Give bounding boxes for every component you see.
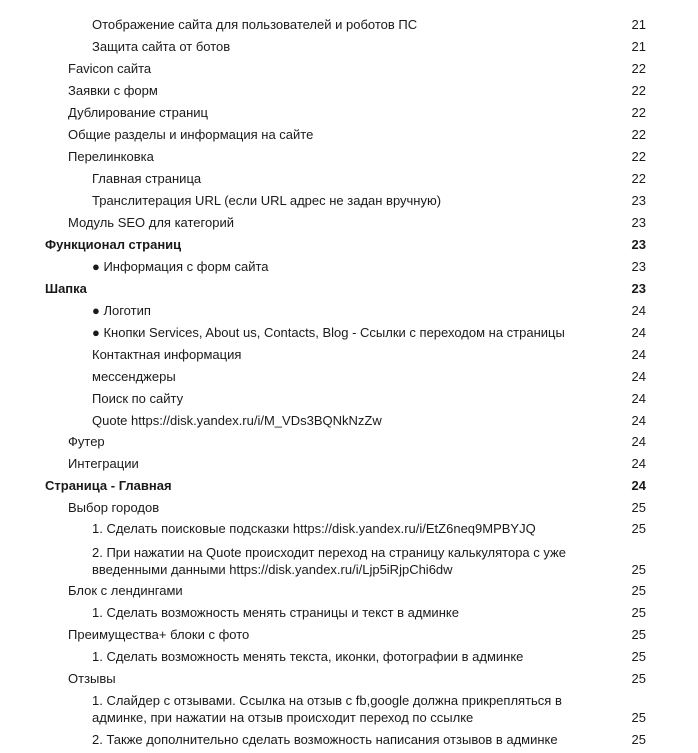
toc-entry-title: Дублирование страниц — [68, 105, 208, 120]
toc-entry-page: 22 — [631, 105, 646, 120]
toc-entry-title: Интеграции — [68, 456, 139, 471]
toc-entry-title: Шапка — [45, 281, 87, 296]
toc-entry[interactable] — [92, 368, 646, 385]
toc-entry-page: 24 — [631, 413, 646, 428]
toc-entry-title: Защита сайта от ботов — [92, 39, 231, 54]
toc-entry-page: 24 — [631, 369, 646, 384]
toc-entry[interactable] — [68, 582, 646, 599]
toc-entry-page: 25 — [631, 500, 646, 515]
toc-entry-title: Функционал страниц — [45, 237, 182, 252]
toc-entry[interactable] — [92, 170, 646, 187]
toc-entry-page: 25 — [631, 732, 646, 747]
toc-entry-page: 24 — [631, 391, 646, 406]
toc-entry-page: 23 — [631, 193, 646, 208]
toc-entry[interactable] — [68, 104, 646, 121]
toc-entry-title: мессенджеры — [92, 369, 176, 384]
toc-entry-page: 25 — [631, 649, 646, 664]
toc-entry[interactable] — [92, 692, 646, 726]
toc-entry-title: ● Информация с форм сайта — [92, 259, 269, 274]
toc-entry-title: Блок с лендингами — [68, 583, 183, 598]
toc-entry-page: 23 — [631, 259, 646, 274]
toc-entry[interactable] — [92, 412, 646, 429]
toc-entry-title: Quote https://disk.yandex.ru/i/M_VDs3BQNkNzZw — [92, 413, 382, 428]
toc-entry-title: Транслитерация URL (если URL адрес не задан вручную) — [92, 193, 442, 208]
toc-entry[interactable] — [68, 455, 646, 472]
toc-entry-page: 24 — [631, 478, 646, 493]
toc-entry-page: 22 — [631, 171, 646, 186]
toc-entry[interactable] — [68, 148, 646, 165]
toc-entry-title: Отзывы — [68, 671, 116, 686]
toc-entry[interactable] — [92, 302, 646, 319]
toc-entry[interactable] — [68, 626, 646, 643]
toc-entry[interactable] — [92, 346, 646, 363]
toc-entry[interactable] — [92, 324, 646, 341]
toc-entry-page: 24 — [631, 325, 646, 340]
toc-entry-page: 25 — [631, 583, 646, 598]
toc-entry-title: Общие разделы и информация на сайте — [68, 127, 314, 142]
toc-entry-page: 23 — [631, 281, 646, 296]
toc-entry[interactable] — [68, 670, 646, 687]
toc-entry-title: 1. Сделать поисковые подсказки https://disk.yandex.ru/i/EtZ6neq9MPBYJQ — [92, 521, 536, 536]
toc-entry[interactable] — [45, 236, 646, 253]
toc-entry-title: Заявки с форм — [68, 83, 158, 98]
toc-entry[interactable] — [45, 280, 646, 297]
toc-entry[interactable] — [92, 604, 646, 621]
toc-entry-page: 25 — [631, 710, 646, 725]
toc-entry-title: ● Кнопки Services, About us, Contacts, Blog - Ссылки с переходом на страницы — [92, 325, 565, 340]
toc-entry[interactable] — [45, 477, 646, 494]
toc-entry-page: 22 — [631, 149, 646, 164]
toc-entry-page: 22 — [631, 127, 646, 142]
toc-entry-page: 21 — [631, 39, 646, 54]
toc-entry[interactable] — [92, 192, 646, 209]
toc-entry-title: ● Логотип — [92, 303, 151, 318]
toc-entry-title: Favicon сайта — [68, 61, 152, 76]
toc-entry-title: Главная страница — [92, 171, 202, 186]
toc-entry-title: Перелинковка — [68, 149, 154, 164]
toc-entry-page: 25 — [631, 562, 646, 577]
toc-entry[interactable] — [92, 544, 646, 578]
toc-entry-title: 1. Сделать возможность менять страницы и текст в админке — [92, 605, 459, 620]
toc-entry-title: Футер — [68, 434, 105, 449]
toc-entry-title: 2. Также дополнительно сделать возможность написания отзывов в админке — [92, 732, 558, 747]
toc-entry-title: Модуль SEO для категорий — [68, 215, 234, 230]
toc-entry-title: 2. При нажатии на Quote происходит переход на страницу калькулятора с уже введенными данными https://disk.yandex.ru/i/Ljp5iRjpChi6dw — [92, 545, 566, 577]
toc-entry[interactable] — [92, 648, 646, 665]
toc-entry[interactable] — [92, 16, 646, 33]
toc-entry[interactable] — [92, 520, 646, 537]
toc-entry-title: Отображение сайта для пользователей и роботов ПС — [92, 17, 418, 32]
toc-entry-page: 23 — [631, 215, 646, 230]
toc-entry-title: Выбор городов — [68, 500, 160, 515]
toc-entry-page: 24 — [631, 303, 646, 318]
toc-entry[interactable] — [68, 499, 646, 516]
toc-entry-title: Страница - Главная — [45, 478, 172, 493]
toc-entry-page: 25 — [631, 627, 646, 642]
toc-entry-page: 25 — [631, 605, 646, 620]
toc-entry-title: 1. Слайдер с отзывами. Ссылка на отзыв с fb,google должна прикрепляться в админке, при нажатии на отзыв происходит переход по ссылке — [92, 693, 562, 725]
toc-entry-title: Контактная информация — [92, 347, 242, 362]
toc-entry-page: 25 — [631, 671, 646, 686]
toc-entry-page: 22 — [631, 83, 646, 98]
toc-entry[interactable] — [68, 60, 646, 77]
toc-entry-page: 24 — [631, 456, 646, 471]
toc-entry-page: 25 — [631, 521, 646, 536]
toc-entry[interactable] — [68, 214, 646, 231]
toc-entry[interactable] — [92, 731, 646, 748]
toc-entry[interactable] — [92, 258, 646, 275]
toc-entry[interactable] — [68, 126, 646, 143]
toc-entry[interactable] — [68, 82, 646, 99]
toc-entry-page: 23 — [631, 237, 646, 252]
toc-entry-page: 21 — [631, 17, 646, 32]
toc-entry-title: 1. Сделать возможность менять текста, иконки, фотографии в админке — [92, 649, 524, 664]
toc-entry[interactable] — [68, 433, 646, 450]
toc-entry-title: Преимущества+ блоки с фото — [68, 627, 250, 642]
toc-entry-page: 22 — [631, 61, 646, 76]
toc-entry[interactable] — [92, 390, 646, 407]
toc-entry-page: 24 — [631, 434, 646, 449]
toc-entry-title: Поиск по сайту — [92, 391, 184, 406]
toc-entry[interactable] — [92, 38, 646, 55]
toc-entry-page: 24 — [631, 347, 646, 362]
